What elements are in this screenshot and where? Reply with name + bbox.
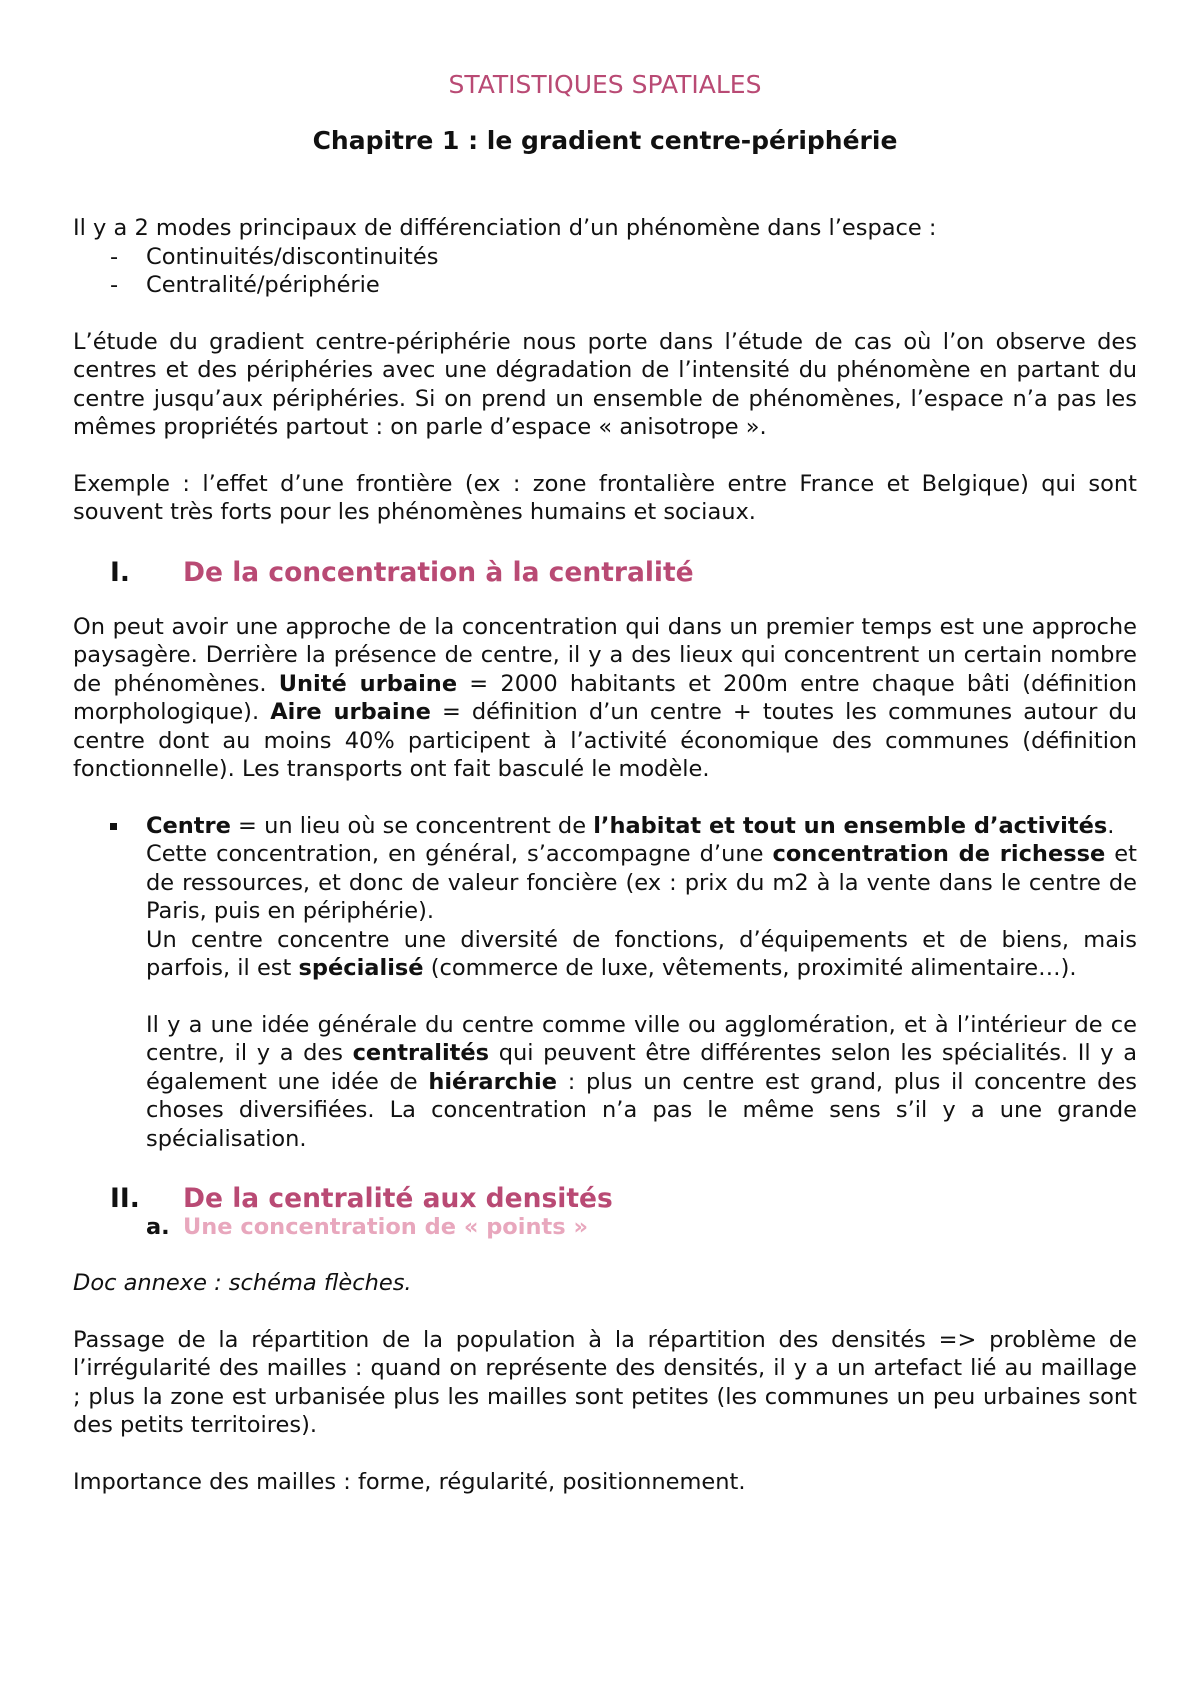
subsection-title: Une concentration de « points » [183, 1214, 588, 1240]
section-heading-1 [73, 557, 1137, 589]
section-title: De la centralité aux densités [183, 1183, 613, 1214]
paragraph-gradient: L’étude du gradient centre-périphérie nous porte dans l’étude de cas où l’on observe des centres et des périphéries avec une dégradation de l’intensité du phénomène en partant du centre jusqu’aux périphéries. Si on prend un ensemble de phénomènes, l’espace n’a pas les mêmes propriétés partout : on parle d’espace « anisotrope ». [73, 328, 1137, 440]
list-item: - Centralité/périphérie [110, 272, 380, 298]
subsection-number: a. [146, 1214, 170, 1240]
subsection-heading-a [73, 1213, 1137, 1241]
intro-text: Il y a 2 modes principaux de différenciation d’un phénomène dans l’espace : [73, 215, 937, 241]
chapter-heading: Chapitre 1 : le gradient centre-périphérie [312, 126, 898, 155]
paragraph-passage: Passage de la répartition de la population à la répartition des densités => problème de l’irrégularité des mailles : quand on représente des densités, il y a un artefact lié au maillage ; plus la zone est urbanisée plus les mailles sont petites (les communes un peu urbaines sont des petits territoires). [73, 1326, 1137, 1438]
doc-annexe-note: Doc annexe : schéma flèches. [73, 1270, 412, 1296]
paragraph-importance: Importance des mailles : forme, régularité, positionnement. [73, 1468, 746, 1495]
paragraph-concentration: On peut avoir une approche de la concentration qui dans un premier temps est une approche paysagère. Derrière la présence de centre, il y a des lieux qui concentrent un certain nombre de phénomènes. Unité urbaine = 2000 habitants et 200m entre chaque bâti (définition morphologique). Aire urbaine = définition d’un centre + toutes les communes autour du centre dont au moins 40% participent à l’activité économique des communes (définition fonctionnelle). Les transports ont fait basculé le modèle. [73, 613, 1137, 782]
intro-list [73, 243, 1137, 300]
dash-bullet: - [110, 272, 119, 298]
centre-list [73, 812, 1137, 1154]
document-page [73, 70, 1137, 1496]
section-heading-2 [73, 1183, 1137, 1215]
section-title: De la concentration à la centralité [183, 556, 694, 588]
document-title: STATISTIQUES SPATIALES [448, 70, 762, 99]
dash-bullet: - [110, 243, 119, 270]
paragraph-exemple: Exemple : l’effet d’une frontière (ex : zone frontalière entre France et Belgique) qui sont souvent très forts pour les phénomènes humains et sociaux. [73, 470, 1137, 525]
square-bullet [110, 823, 117, 830]
list-item: - Continuités/discontinuités [110, 243, 439, 270]
section-number: I. [110, 556, 130, 588]
list-item: Centre = un lieu où se concentrent de l’habitat et tout un ensemble d’activités. Cette concentration, en général, s’accompagne d’une concentration de richesse et de ressources, et donc de valeur foncière (ex : prix du m2 à la vente dans le centre de Paris, puis en périphérie). Un centre concentre une diversité de fonctions, d’équipements et de biens, mais parfois, il est spécialisé (commerce de luxe, vêtements, proximité alimentaire…). Il y a une idée générale du centre comme ville ou agglomération, et à l’intérieur de ce centre, il y a des centralités qui peuvent être différentes selon les spécialités. Il y a également une idée de hiérarchie : plus un centre est grand, plus il concentre des choses diversifiées. La concentration n’a pas le même sens s’il y a une grande spécialisation. [73, 812, 1137, 1154]
section-number: II. [110, 1183, 140, 1214]
